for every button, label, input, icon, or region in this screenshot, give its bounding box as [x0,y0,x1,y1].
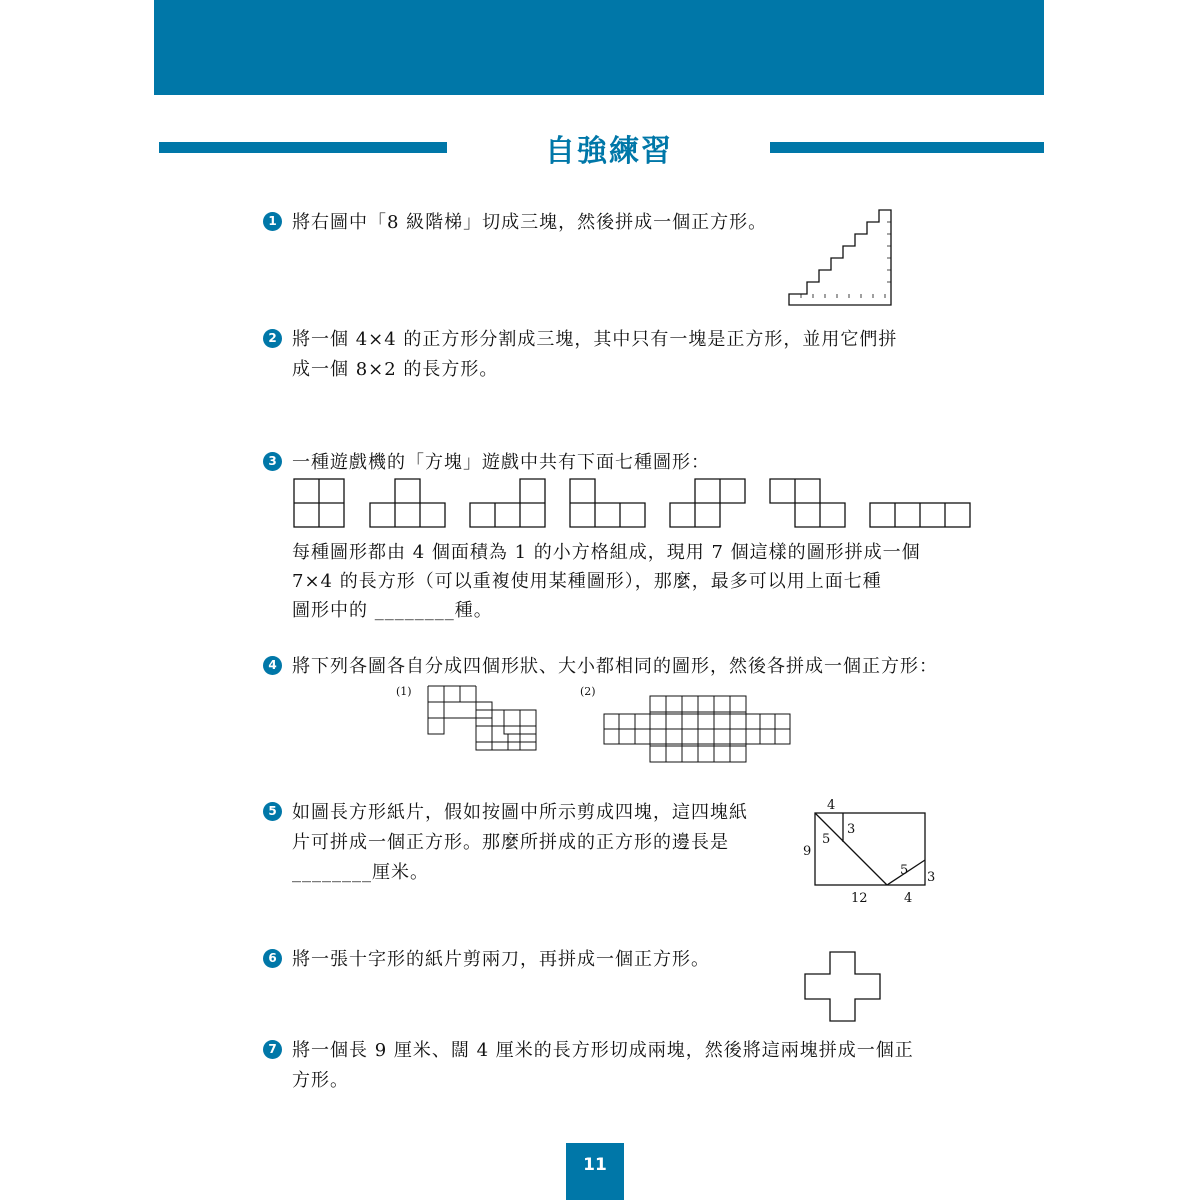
question-number-7: 7 [263,1040,282,1059]
grid-figure-1 [420,680,550,760]
title-rule-right [770,142,1044,153]
dim-label-bottom-left: 12 [851,891,868,906]
rectangle-cut-figure [800,795,940,910]
question-5-line-2: 片可拼成一個正方形。那麼所拼成的正方形的邊長是 [292,832,729,853]
header-bar [154,0,1044,95]
question-5-line-3: ________厘米。 [292,862,429,883]
cross-figure [800,948,890,1008]
question-number-1: 1 [263,212,282,231]
question-7-line-2: 方形。 [292,1070,349,1091]
question-2-line-2: 成一個 8×2 的長方形。 [292,359,499,380]
figure-label-2: (2) [580,685,596,698]
dim-label-top: 4 [827,798,836,813]
figure-label-1: (1) [396,685,412,698]
page-number: 11 [566,1143,624,1200]
question-3-line-4: 圖形中的 ________種。 [292,600,493,621]
tetromino-shapes-figure [290,475,980,535]
question-number-6: 6 [263,949,282,968]
dim-label-left: 9 [803,844,812,859]
question-7-line-1: 將一個長 9 厘米、闊 4 厘米的長方形切成兩塊，然後將這兩塊拼成一個正 [292,1040,914,1061]
question-1-line-1: 將右圖中「8 級階梯」切成三塊，然後拼成一個正方形。 [292,212,768,233]
question-6-line-1: 將一張十字形的紙片剪兩刀，再拼成一個正方形。 [292,949,710,970]
question-number-3: 3 [263,452,282,471]
question-2-line-1: 將一個 4×4 的正方形分割成三塊，其中只有一塊是正方形，並用它們拼 [292,329,898,350]
question-4-line-1: 將下列各圖各自分成四個形狀、大小都相同的圖形，然後各拼成一個正方形： [292,656,938,677]
staircase-figure [785,208,895,308]
question-number-5: 5 [263,802,282,821]
question-3-line-2: 每種圖形都由 4 個面積為 1 的小方格組成，現用 7 個這樣的圖形拼成一個 [292,542,921,563]
dim-label-lower-diag: 5 [900,863,909,878]
question-number-4: 4 [263,656,282,675]
dim-label-bottom-right: 4 [904,891,913,906]
title-rule-left [159,142,447,153]
page-title: 自強練習 [545,134,673,169]
grid-figure-2 [600,690,800,765]
dim-label-diag: 5 [822,832,831,847]
question-number-2: 2 [263,329,282,348]
dim-label-vertical: 3 [847,822,856,837]
question-5-line-1: 如圖長方形紙片，假如按圖中所示剪成四塊，這四塊紙 [292,802,748,823]
question-3-line-1: 一種遊戲機的「方塊」遊戲中共有下面七種圖形： [292,452,710,473]
dim-label-right: 3 [927,870,936,885]
question-3-line-3: 7×4 的長方形（可以重複使用某種圖形），那麼，最多可以用上面七種 [292,571,882,592]
